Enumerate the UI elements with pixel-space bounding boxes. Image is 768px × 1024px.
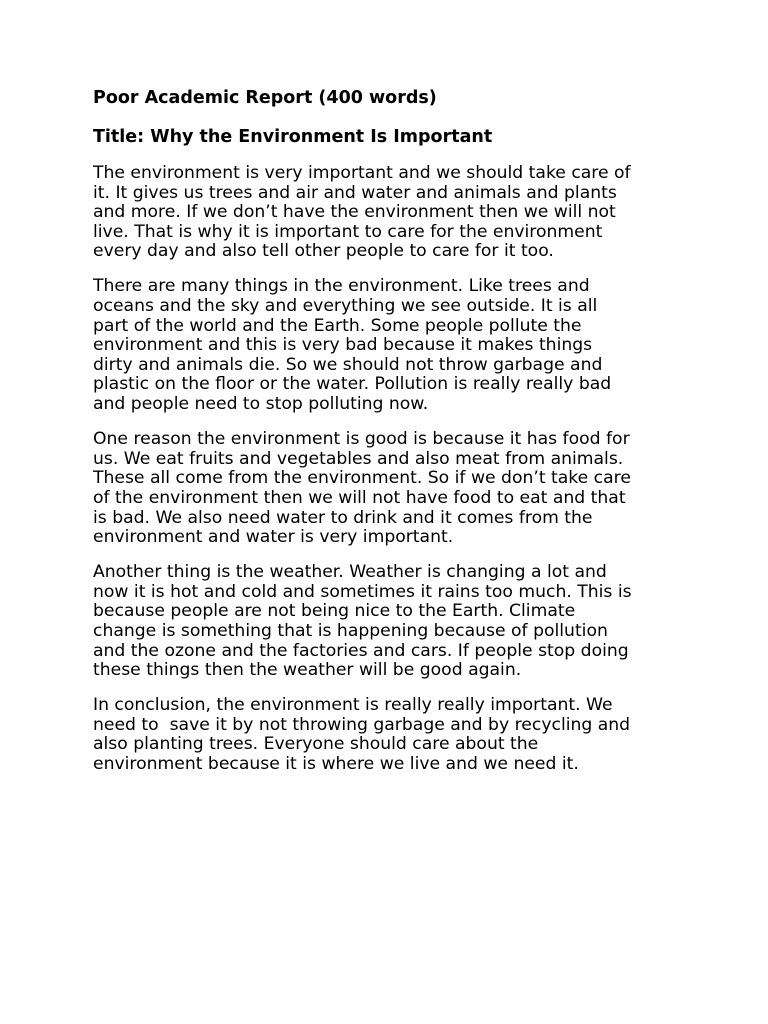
- paragraph-line: Another thing is the weather. Weather is changing a lot and: [93, 562, 607, 583]
- paragraph-line: One reason the environment is good is because it has food for: [93, 429, 630, 450]
- paragraph-line: and the ozone and the factories and cars. If people stop doing: [93, 640, 629, 661]
- paragraph-line: and people need to stop polluting now.: [93, 394, 429, 415]
- paragraph-conclusion: [93, 696, 673, 774]
- report-label: Poor Academic Report (400 words): [93, 88, 437, 108]
- paragraph-line: part of the world and the Earth. Some people pollute the: [93, 315, 582, 336]
- paragraph-intro: [93, 164, 673, 262]
- paragraph-food: [93, 430, 673, 548]
- paragraph-line: now it is hot and cold and sometimes it rains too much. This is: [93, 581, 632, 602]
- paragraph-line: These all come from the environment. So if we don’t take care: [93, 468, 631, 489]
- paragraph-line: is bad. We also need water to drink and it comes from the: [93, 507, 593, 528]
- paragraph-line: change is something that is happening because of pollution: [93, 620, 608, 641]
- paragraph-line: and more. If we don’t have the environment then we will not: [93, 202, 616, 223]
- paragraph-line: In conclusion, the environment is really really important. We: [93, 695, 613, 716]
- paragraph-line: every day and also tell other people to care for it too.: [93, 241, 554, 262]
- paragraph-weather: [93, 563, 673, 681]
- paragraph-line: plastic on the floor or the water. Pollution is really really bad: [93, 374, 612, 395]
- paragraph-line: The environment is very important and we should take care of: [93, 163, 631, 183]
- paragraph-line: environment and water is very important.: [93, 527, 454, 548]
- paragraph-line: us. We eat fruits and vegetables and also meat from animals.: [93, 448, 624, 469]
- paragraph-line: oceans and the sky and everything we see outside. It is all: [93, 296, 598, 317]
- paragraph-line: There are many things in the environment. Like trees and: [93, 276, 590, 297]
- paragraph-line: environment because it is where we live and we need it.: [93, 754, 579, 775]
- document-page: [93, 87, 673, 790]
- paragraph-line: it. It gives us trees and air and water and animals and plants: [93, 182, 617, 203]
- paragraph-line: environment and this is very bad because it makes things: [93, 335, 593, 356]
- paragraph-line: need to save it by not throwing garbage and by recycling and: [93, 714, 631, 735]
- report-title: Title: Why the Environment Is Important: [93, 127, 493, 147]
- paragraph-line: because people are not being nice to the Earth. Climate: [93, 601, 576, 622]
- paragraph-pollution: [93, 277, 673, 414]
- paragraph-line: dirty and animals die. So we should not throw garbage and: [93, 354, 603, 375]
- paragraph-line: live. That is why it is important to care for the environment: [93, 221, 603, 242]
- paragraph-line: of the environment then we will not have food to eat and that: [93, 487, 626, 508]
- paragraph-line: these things then the weather will be good again.: [93, 660, 522, 681]
- paragraph-line: also planting trees. Everyone should care about the: [93, 734, 539, 755]
